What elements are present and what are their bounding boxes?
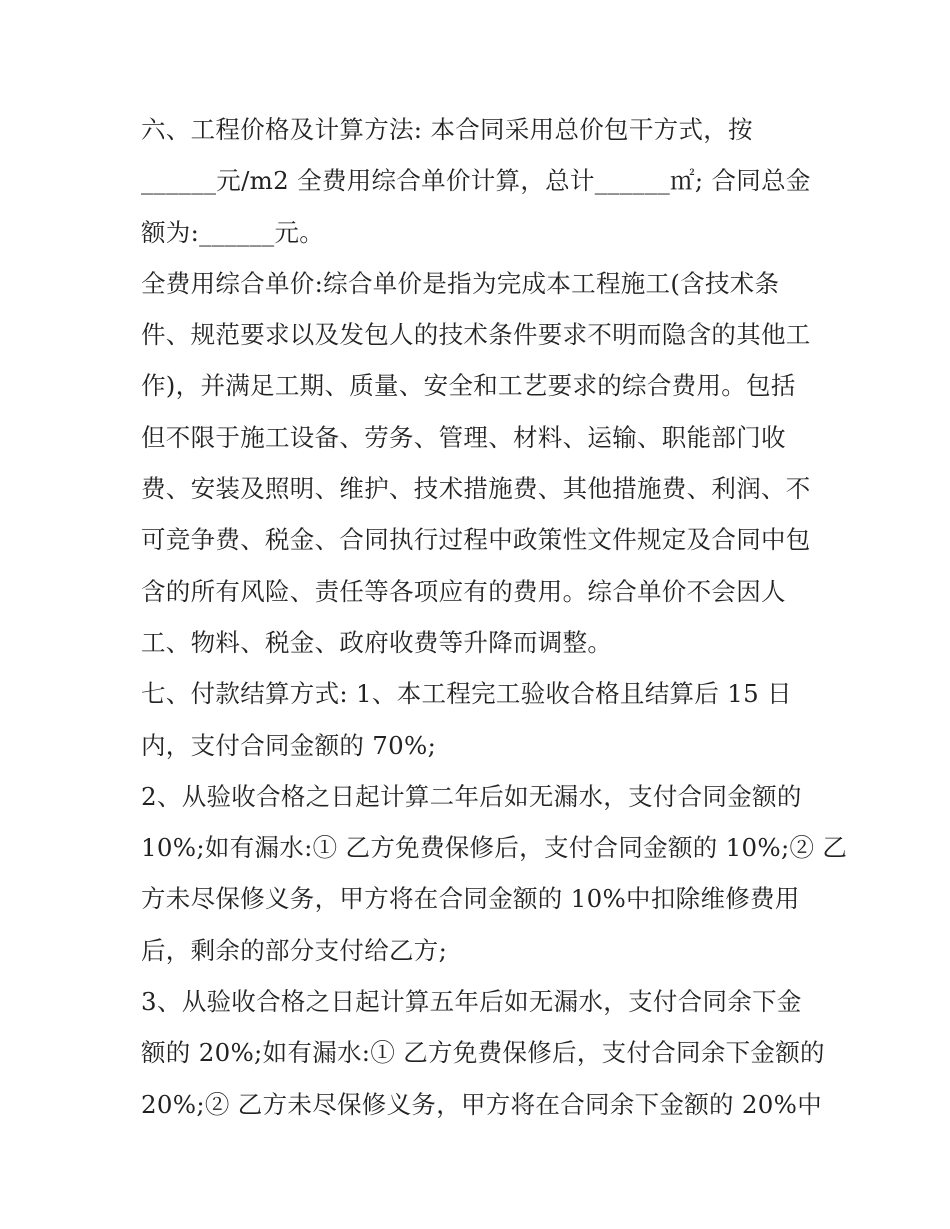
text-line: 费、安装及照明、维护、技术措施费、其他措施费、利润、不 xyxy=(141,474,811,504)
text-line: 可竞争费、税金、合同执行过程中政策性文件规定及合同中包 xyxy=(141,525,811,555)
text-line: 全费用综合单价:综合单价是指为完成本工程施工(含技术条 xyxy=(141,268,780,298)
text-line: 工、物料、税金、政府收费等升降而调整。 xyxy=(141,627,613,657)
text-line: 七、付款结算方式: 1、本工程完工验收合格且结算后 15 日 xyxy=(141,679,792,709)
text-line: 但不限于施工设备、劳务、管理、材料、运输、职能部门收 xyxy=(141,422,786,452)
text-line: 方未尽保修义务，甲方将在合同金额的 10%中扣除维修费用 xyxy=(141,884,800,914)
text-line: 件、规范要求以及发包人的技术条件要求不明而隐含的其他工 xyxy=(141,320,811,350)
text-line: 3、从验收合格之日起计算五年后如无漏水，支付合同余下金 xyxy=(141,987,802,1017)
document-body xyxy=(141,104,848,1130)
text-line: 作)，并满足工期、质量、安全和工艺要求的综合费用。包括 xyxy=(141,371,796,401)
text-line: 六、工程价格及计算方法: 本合同采用总价包干方式，按 xyxy=(141,115,753,144)
text-line: ______元/m2 全费用综合单价计算，总计______㎡; 合同总金 xyxy=(141,166,811,196)
text-line: 10%;如有漏水:① 乙方免费保修后，支付合同金额的 10%;② 乙 xyxy=(141,833,848,863)
text-line: 2、从验收合格之日起计算二年后如无漏水，支付合同金额的 xyxy=(141,781,802,811)
text-line: 含的所有风险、责任等各项应有的费用。综合单价不会因人 xyxy=(141,576,786,606)
text-line: 内，支付合同金额的 70%; xyxy=(141,730,437,760)
text-line: 20%;② 乙方未尽保修义务，甲方将在合同余下金额的 20%中 xyxy=(141,1089,823,1119)
text-line: 额的 20%;如有漏水:① 乙方免费保修后，支付合同余下金额的 xyxy=(141,1038,825,1068)
text-line: 后，剩余的部分支付给乙方; xyxy=(141,935,448,965)
text-line: 额为:______元。 xyxy=(141,217,325,247)
